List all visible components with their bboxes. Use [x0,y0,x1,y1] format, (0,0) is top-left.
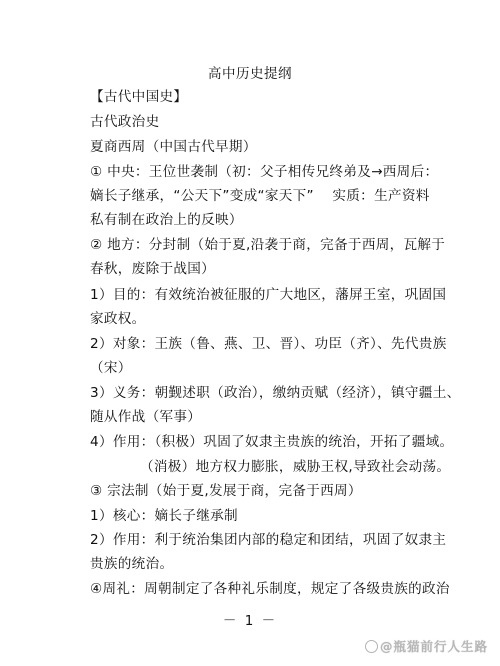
watermark-text: @瓶猫前行人生路 [379,639,488,654]
text-line: 贵族的统治。 [90,556,174,572]
text-line: 1）核心：嫡长子继承制 [90,508,238,524]
subsection-heading: 古代政治史 [90,114,160,130]
text-line: 2）对象：王族（鲁、燕、卫、晋）、功臣（齐）、先代贵族 [90,336,447,352]
section-heading: 【古代中国史】 [90,89,188,105]
text-line: 2）作用：利于统治集团内部的稳定和团结，巩固了奴隶主 [90,532,447,548]
text-line: （宋） [90,360,132,376]
text-line: ① 中央：王位世袭制（初：父子相传兄终弟及→西周后： [90,164,439,180]
page-number: － 1 － [222,613,278,629]
text-line: 春秋，废除于战国） [90,261,216,277]
watermark-logo-icon [365,640,378,653]
text-line: 4）作用：（积极）巩固了奴隶主贵族的统治，开拓了疆域。 [90,434,454,450]
text-line: （消极）地方权力膨胀，威胁王权,导致社会动荡。 [140,459,451,475]
text-line: 家政权。 [90,311,146,327]
text-line: 1）目的：有效统治被征服的广大地区，藩屏王室，巩固国 [90,287,447,303]
document-title: 高中历史提纲 [208,66,292,82]
text-line: ③ 宗法制（始于夏,发展于商，完备于西周） [90,483,362,499]
watermark [365,637,488,655]
text-line: ④周礼：周朝制定了各种礼乐制度，规定了各级贵族的政治 [90,581,450,597]
text-line: 随从作战（军事） [90,409,202,425]
text-line: 嫡长子继承，“公天下”变成“家天下” 实质：生产资料 [90,188,430,204]
text-line: 私有制在政治上的反映） [90,212,243,228]
text-line: 3）义务：朝觐述职（政治），缴纳贡赋（经济），镇守疆土、 [90,385,461,401]
period-heading: 夏商西周（中国古代早期） [90,139,257,155]
text-line: ② 地方：分封制（始于夏,沿袭于商，完备于西周，瓦解于 [90,237,446,253]
